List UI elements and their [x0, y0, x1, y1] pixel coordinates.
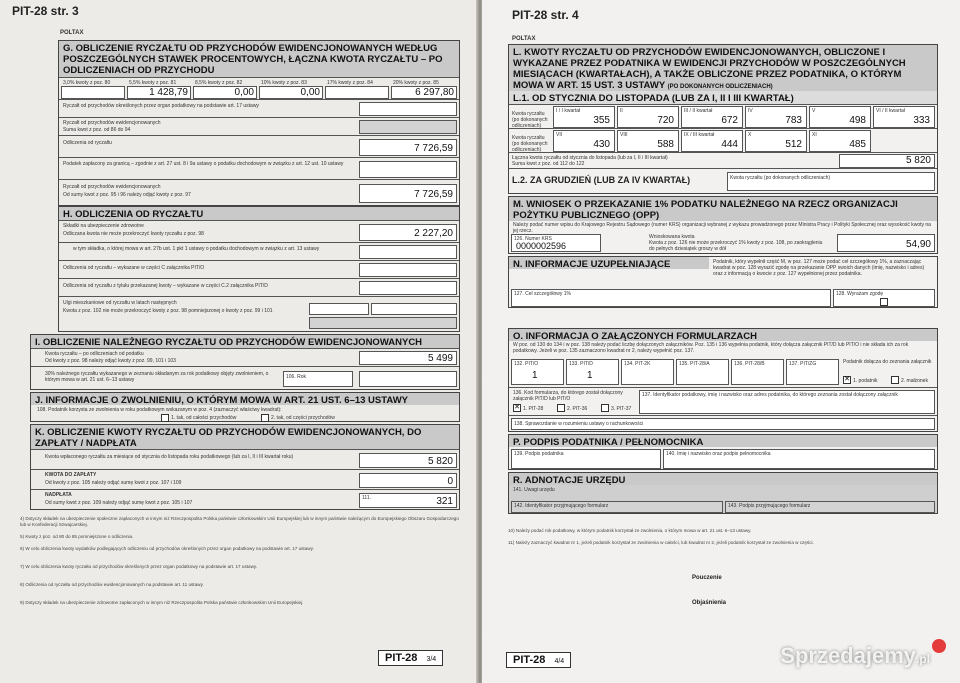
o-opt1-checkbox[interactable]: ✕	[844, 376, 850, 383]
m-krs-label: 126. Numer KRS	[514, 236, 552, 242]
l2-input[interactable]	[727, 172, 935, 191]
g-row-2-input[interactable]	[359, 120, 457, 134]
i-row-2	[31, 366, 459, 389]
j-option-2-checkbox[interactable]	[261, 414, 269, 422]
attachment-label: 137. PIT/ZG	[789, 361, 817, 367]
k-row-1-value: 5 820	[427, 456, 453, 467]
m-amount-label: Wnioskowana kwota	[649, 234, 695, 240]
h-row-3-label: Odliczenia od ryczałtu – wykazane w części C załącznika PIT/O	[63, 265, 205, 271]
left-poltax: POLTAX	[60, 30, 84, 36]
h-row-1-value: 2 227,20	[414, 228, 453, 239]
g-row-3-input[interactable]	[359, 139, 457, 156]
o-opt-label: Podatnik dołącza do zeznania załącznik	[843, 359, 932, 365]
right-page-header: PIT-28 str. 4	[512, 8, 579, 22]
o-q138-label: 138. Sprawozdanie w rozumieniu ustawy o rachunkowości	[514, 421, 644, 427]
left-footnote: 8) Odliczenia od ryczałtu od przychodów ewidencjonowanych na podstawie art. 11 ustawy.	[20, 582, 204, 587]
o-row-138	[509, 415, 937, 431]
g-row-1-label: Ryczałt od przychodów określonych przez organ podatkowy na podstawie art. 17 ustawy	[63, 103, 259, 109]
right-footer-page: 4/4	[554, 658, 565, 665]
k-row-2-sub: Od kwoty z poz. 105 należy odjąć sumę kwot z poz. 107 i 109	[45, 480, 182, 486]
pouczenie-title: Pouczenie	[692, 575, 722, 581]
month-amount-cell[interactable]	[553, 106, 615, 128]
rate-label: 3,0% kwoty z poz. 80	[63, 80, 111, 86]
section-p-title: P. PODPIS PODATNIKA / PEŁNOMOCNIKA	[509, 435, 937, 447]
section-h-title: H. ODLICZENIA OD RYCZAŁTU	[59, 207, 459, 220]
i-row-1-sub: Od kwoty z poz. 98 należy odjąć kwoty z poz. 99, 101 i 103	[45, 358, 176, 364]
section-r	[508, 472, 938, 514]
section-g	[58, 40, 460, 206]
month-amount-value: 355	[593, 115, 610, 126]
g-row-5-label: Ryczałt od przychodów ewidencjonowanych	[63, 184, 161, 190]
o-q137-label: 137. Identyfikator podatkowy, imię i nazwisko oraz adres podatnika, do którego zeznania został dołączony załącznik	[642, 392, 898, 398]
month-amount-cell[interactable]	[809, 106, 871, 128]
attachment-label: 133. PIT/D	[569, 361, 593, 367]
section-l-title-suffix: (PO DOKONANYCH ODLICZENIACH)	[667, 84, 773, 90]
o-opt1-label: 1. podatnik	[853, 378, 878, 384]
month-amount-value: 498	[849, 115, 866, 126]
g-row-3	[59, 135, 459, 157]
left-footnote: 4) Dotyczy składek na ubezpieczenie społeczne zapłaconych w innym niż Rzeczpospolita Polska państwie członkowskim Unii Europejskiej lub w innym państwie należącym do Europejskiego Obszaru Gospodarczego lub w Konfederacji Szwajcarskiej.	[20, 516, 459, 527]
j-row-1-label: 108. Podatnik korzysta ze zwolnienia w roku podatkowym wskazanym w poz. 4 (zaznaczyć właściwy kwadrat):	[37, 407, 282, 413]
o-opt2-label: 2. małżonek	[901, 378, 928, 384]
o-q137-input[interactable]	[639, 390, 935, 414]
h-row-5-label: Ulgi mieszkaniowe od ryczałtu w latach następnych	[63, 300, 177, 306]
section-l-title	[509, 45, 937, 91]
section-l-title-text: L. KWOTY RYCZAŁTU OD PRZYCHODÓW EWIDENCJONOWANYCH, OBLICZONE I WYKAZANE PRZEZ PODATNIKA W EWIDENCJI PRZYCHODÓW W POSZCZEGÓLNYCH MIESIĄCACH (KWARTAŁACH), A TAKŻE OBLICZONE PRZEZ PODATNIKA, O KTÓRYM MOWA W ART. 15 UST. 3 USTAWY	[513, 47, 906, 91]
o-row-136	[509, 387, 937, 415]
r-sign-input[interactable]	[725, 501, 935, 513]
k-row-2-input[interactable]	[359, 473, 457, 488]
month-amount-value: 512	[785, 139, 802, 150]
month-amount-cell[interactable]	[617, 130, 679, 152]
left-footnote: 9) Dotyczy składek na ubezpieczenie zdrowotne zapłaconych w innym niż Rzeczpospolita Polska państwie członkowskim Unii Europejskiej.	[20, 600, 304, 605]
m-krs-input[interactable]	[511, 234, 601, 252]
month-amount-value: 588	[657, 139, 674, 150]
k-row-3-sub: Od sumy kwot z poz. 109 należy odjąć sumę kwot z poz. 105 i 107	[45, 500, 193, 506]
attachment-count-cell[interactable]	[786, 359, 839, 385]
month-label: II	[620, 108, 623, 114]
month-label: VIII	[620, 132, 628, 138]
month-amount-value: 783	[785, 115, 802, 126]
attachment-count-cell[interactable]	[621, 359, 674, 385]
month-label: IX / III kwartał	[684, 132, 715, 138]
right-footnote: 11) Należy zaznaczyć kwadrat nr 1, jeżeli podatnik korzystał ze zwolnienia w całości, lub kwadrat nr 2, jeżeli podatnik korzystał ze zwolnienia w części.	[508, 540, 814, 545]
l-sum-label: Łączna kwota ryczałtu od stycznia do listopada (lub za I, II i III kwartał)	[512, 155, 668, 161]
k-row-2-value: 0	[447, 476, 453, 487]
objasnienia-title: Objaśnienia	[692, 600, 727, 606]
k-row-3-pos: 111.	[362, 495, 371, 501]
h-row-1-sub: Odliczana kwota nie może przekroczyć kwoty ryczałtu z poz. 98	[63, 231, 204, 237]
n-zgoda-checkbox[interactable]	[880, 298, 888, 306]
left-footer-label: PIT-28	[385, 652, 418, 664]
rate-cell[interactable]	[61, 86, 125, 99]
i-row-1	[31, 348, 459, 366]
g-total-value: 7 726,59	[414, 189, 453, 200]
section-r-title: R. ADNOTACJE URZĘDU	[509, 473, 937, 485]
m-description: Należy podać numer wpisu do Krajowego Rejestru Sądowego (numer KRS) organizacji wybranej z wykazu prowadzonego przez Ministra Pracy i Polityki Społecznej oraz wysokość kwoty na jej rzecz.	[513, 222, 931, 234]
o-q136-opt3-checkbox[interactable]	[601, 404, 609, 412]
k-row-3-input[interactable]	[359, 493, 457, 508]
l-sum-value: 5 820	[905, 155, 931, 166]
r-sign-label: 143. Podpis przyjmującego formularz	[728, 503, 811, 509]
g-total-input[interactable]	[359, 184, 457, 203]
n-cel-label: 127. Cel szczegółowy 1%	[514, 291, 571, 297]
month-label: VII	[556, 132, 563, 138]
left-footnote: 6) W celu obliczenia kwoty wydatków podlegających odliczeniu od przychodów określonych przez organ podatkowy na podstawie art. 17 ustawy.	[20, 546, 314, 551]
section-l	[508, 44, 938, 194]
j-option-1-checkbox[interactable]	[161, 414, 169, 422]
rate-label: 10% kwoty z poz. 83	[261, 80, 307, 86]
o-q136-opt1-label: 1. PIT-28	[523, 406, 544, 412]
o-q136-opt2-label: 2. PIT-36	[567, 406, 588, 412]
section-j-title: J. INFORMACJE O ZWOLNIENIU, O KTÓRYM MOWA W ART. 21 UST. 6–13 USTAWY	[31, 393, 459, 405]
p-signature-input[interactable]	[511, 449, 661, 469]
month-amount-cell[interactable]	[745, 106, 807, 128]
section-m	[508, 196, 938, 254]
right-footnote: 10) Należy podać rok podatkowy, w którym podatnik korzystał ze zwolnienia, o którym mowa w art. 21 ust. 6–13 ustawy.	[508, 528, 752, 533]
attachment-count-cell[interactable]	[731, 359, 784, 385]
rate-label: 20% kwoty z poz. 85	[393, 80, 439, 86]
p-signature-label: 139. Podpis podatnika	[514, 451, 564, 457]
m-amount-sub: Kwota z poz. 126 nie może przekroczyć 1% kwoty z poz. 108, po zaokrągleniu do pełnych dziesiątek groszy w dół	[649, 240, 823, 252]
l-months-row-2	[509, 128, 937, 152]
i-row-2-year[interactable]	[283, 371, 353, 387]
rate-cell[interactable]	[193, 86, 257, 99]
attachment-count: 1	[532, 370, 538, 381]
section-k-title: K. OBLICZENIE KWOTY RYCZAŁTU OD PRZYCHODÓW EWIDENCJONOWANYCH, DO ZAPŁATY / NADPŁATA	[31, 425, 459, 449]
left-page-header: PIT-28 str. 3	[12, 4, 79, 18]
m-krs-value: 0000002596	[516, 241, 567, 251]
month-amount-cell[interactable]	[809, 130, 871, 152]
rate-cell[interactable]	[325, 86, 389, 99]
month-label: XI	[812, 132, 817, 138]
o-q138-input[interactable]	[511, 418, 935, 430]
m-amount-input[interactable]	[837, 234, 935, 252]
o-q136-opt2-checkbox[interactable]	[557, 404, 565, 412]
g-row-4	[59, 157, 459, 179]
h-row-1-input[interactable]	[359, 224, 457, 241]
left-footer-form	[378, 650, 443, 666]
attachment-label: 135. PIT-28/A	[679, 361, 710, 367]
r-id-label: 142. Identyfikator przyjmującego formularz	[514, 503, 609, 509]
rate-cell[interactable]	[391, 86, 457, 99]
section-j	[30, 392, 460, 422]
month-label: III / II kwartał	[684, 108, 713, 114]
h-row-1-label: Składki na ubezpieczenie zdrowotne	[63, 223, 144, 229]
month-amount-value: 444	[721, 139, 738, 150]
l-row-2-label: Kwota ryczałtu (po dokonanych odliczeniach)	[512, 135, 548, 153]
left-page	[0, 0, 478, 683]
right-poltax: POLTAX	[512, 36, 536, 42]
section-n-title: N. INFORMACJE UZUPEŁNIAJĄCE	[509, 257, 709, 269]
g-row-4-label: Podatek zapłacony za granicą – zgodnie z art. 27 ust. 8 i 9a ustawy o podatku dochodowym w związku z art. 12 ust. 10 ustawy	[63, 161, 344, 167]
n-cel-input[interactable]	[511, 289, 831, 307]
rate-label: 5,5% kwoty z poz. 81	[129, 80, 177, 86]
month-amount-value: 333	[913, 115, 930, 126]
l-sum-row	[509, 152, 937, 168]
rate-label: 17% kwoty z poz. 84	[327, 80, 373, 86]
h-row-4	[59, 278, 459, 296]
month-label: V	[812, 108, 816, 114]
attachment-label: 134. PIT-2K	[624, 361, 651, 367]
rate-row	[59, 77, 459, 99]
g-row-1-input[interactable]	[359, 102, 457, 116]
g-row-2	[59, 117, 459, 135]
n-zgoda-label: 128. Wyrażam zgodę	[836, 291, 884, 297]
o-q136-opt1-checkbox[interactable]: ✕	[514, 404, 520, 411]
l-months-row-1	[509, 104, 937, 128]
section-k	[30, 424, 460, 510]
right-footer-label: PIT-28	[513, 654, 546, 666]
rate-value: 0,00	[234, 87, 254, 98]
g-row-1	[59, 99, 459, 117]
k-row-1-input[interactable]	[359, 453, 457, 468]
rate-value: 6 297,80	[415, 87, 454, 98]
k-row-3	[31, 489, 459, 509]
h-row-2-input[interactable]	[359, 245, 457, 259]
j-option-1-label: 1. tak, od całości przychodów	[171, 415, 237, 421]
i-row-1-value: 5 499	[427, 353, 453, 364]
h-row-4-label: Odliczenia od ryczałtu z tytułu przekazanej kwoty – wykazane w części C.2 załącznika PIT/D	[63, 283, 268, 289]
section-h	[58, 206, 460, 332]
g-row-2-label: Ryczałt od przychodów ewidencjonowanych	[63, 120, 161, 126]
rate-value: 0,00	[300, 87, 320, 98]
h-row-5-input-a[interactable]	[309, 303, 369, 315]
month-amount-value: 720	[657, 115, 674, 126]
l-sum-input[interactable]	[839, 154, 935, 168]
section-i	[30, 334, 460, 390]
i-row-2-label: 30% należnego ryczałtu wykazanego w zeznaniu składanym za rok podatkowy objęty zwolnieniem, o którym mowa w art. 21 ust. 6–13 ustawy	[45, 371, 269, 383]
rate-label: 8,5% kwoty z poz. 82	[195, 80, 243, 86]
g-row-3-label: Odliczenia od ryczałtu	[63, 140, 112, 146]
l2-row	[509, 168, 937, 193]
right-page	[482, 0, 960, 683]
left-footnote: 5) Kwoty z poz. od 80 do 85 pomniejszone o odliczenia.	[20, 534, 134, 539]
rate-cell[interactable]	[127, 86, 191, 99]
section-l2-title: L.2. ZA GRUDZIEŃ (LUB ZA IV KWARTAŁ)	[512, 175, 691, 185]
attachment-label: 132. PIT/O	[514, 361, 539, 367]
i-row-2-input[interactable]	[359, 371, 457, 387]
month-label: X	[748, 132, 752, 138]
attachment-count: 1	[587, 370, 593, 381]
attachment-label: 136. PIT-28/B	[734, 361, 765, 367]
month-amount-value: 430	[593, 139, 610, 150]
k-row-2	[31, 469, 459, 489]
g-row-2-sub: Suma kwot z poz. od 86 do 94	[63, 127, 131, 133]
o-description: W poz. od 130 do 134 i w poz. 138 należy podać liczbę dołączonych załączników. Poz. 135 i 136 wypełnia podatnik, który dołącza załącznik PIT/D lub PIT/O i nie składa ich za rok podatkowy. Jeżeli w poz. 135 zaznaczono kwadrat nr 2, należy wypełnić poz. 137.	[513, 342, 909, 354]
section-n	[508, 256, 938, 308]
attachment-count-cell[interactable]	[511, 359, 564, 385]
h-row-3-input[interactable]	[359, 263, 457, 277]
h-row-5	[59, 296, 459, 331]
month-amount-cell[interactable]	[681, 106, 743, 128]
watermark-logo	[780, 643, 946, 669]
section-l1-title: L.1. OD STYCZNIA DO LISTOPADA (LUB ZA I, II I III KWARTAŁ)	[509, 91, 937, 104]
o-opt2-checkbox[interactable]	[891, 376, 899, 384]
month-amount-cell[interactable]	[745, 130, 807, 152]
i-row-2-year-label: 106. Rok	[286, 374, 307, 380]
k-row-3-label: NADPŁATA	[45, 492, 72, 498]
right-footer-form	[506, 652, 571, 668]
watermark-text: Sprzedajemy	[780, 643, 916, 668]
month-amount-value: 485	[849, 139, 866, 150]
left-footer-page: 3/4	[426, 656, 437, 663]
g-row-3-value: 7 726,59	[414, 143, 453, 154]
month-amount-value: 672	[721, 115, 738, 126]
section-o-title: O. INFORMACJA O ZAŁĄCZONYCH FORMULARZACH	[509, 329, 937, 341]
month-amount-cell[interactable]	[681, 130, 743, 152]
left-footnote: 7) W celu obliczenia kwoty ryczałtu od przychodów określonych przez organ podatkowy na podstawie art. 17 ustawy.	[20, 564, 258, 569]
i-row-1-input[interactable]	[359, 351, 457, 365]
month-label: I / I kwartał	[556, 108, 581, 114]
i-row-1-label: Kwota ryczałtu – po odliczeniach od podatku	[45, 351, 144, 357]
section-o	[508, 328, 938, 432]
watermark-badge-icon	[932, 639, 946, 653]
h-row-3	[59, 260, 459, 278]
l-row-1-label: Kwota ryczałtu (po dokonanych odliczeniach)	[512, 111, 548, 129]
month-label: VI / II kwartał	[876, 108, 905, 114]
h-row-5-sub: Kwota z poz. 102 nie może przekroczyć kwoty z poz. 98 pomniejszonej o kwoty z poz. 99 i 101	[63, 308, 273, 314]
p-proxy-label: 140. Imię i nazwisko oraz podpis pełnomocnika	[666, 451, 771, 457]
section-i-title: I. OBLICZENIE NALEŻNEGO RYCZAŁTU OD PRZYCHODÓW EWIDENCJONOWANYCH	[31, 335, 459, 348]
l2-input-label: Kwota ryczałtu (po dokonanych odliczeniach)	[730, 175, 831, 181]
month-amount-cell[interactable]	[873, 106, 935, 128]
rate-cell[interactable]	[259, 86, 323, 99]
j-option-2-label: 2. tak, od części przychodów	[271, 415, 335, 421]
month-amount-cell[interactable]	[617, 106, 679, 128]
h-row-5-input-c[interactable]	[309, 317, 457, 329]
h-row-2-label: w tym składka, o której mowa w art. 27b ust. 1 pkt 1 ustawy o podatku dochodowym w związku z art. 13 ustawy	[73, 246, 320, 252]
k-row-1	[31, 449, 459, 469]
o-q136-label: 136. Kod formularza, do którego został dołączony załącznik PIT/D lub PIT/O	[513, 390, 623, 402]
k-row-3-value: 321	[436, 496, 453, 507]
n-zgoda-field	[833, 289, 935, 307]
r-id-input[interactable]	[511, 501, 723, 513]
section-m-title: M. WNIOSEK O PRZEKAZANIE 1% PODATKU NALEŻNEGO NA RZECZ ORGANIZACJI POŻYTKU PUBLICZNEGO (OPP)	[509, 197, 937, 221]
l-sum-sub: Suma kwot z poz. od 112 do 122	[512, 161, 585, 167]
p-proxy-input[interactable]	[663, 449, 935, 469]
watermark-suffix: .pl	[916, 652, 930, 666]
m-amount-value: 54,90	[905, 239, 931, 250]
h-row-1	[59, 220, 459, 242]
section-p	[508, 434, 938, 470]
h-row-5-input-b[interactable]	[371, 303, 457, 315]
rate-value: 1 428,79	[149, 87, 188, 98]
g-row-5-sub: Od sumy kwot z poz. 95 i 96 należy odjąć kwoty z poz. 97	[63, 192, 191, 198]
g-row-4-input[interactable]	[359, 161, 457, 178]
k-row-2-label: KWOTA DO ZAPŁATY	[45, 472, 97, 478]
h-row-2	[59, 242, 459, 260]
k-row-1-label: Kwota wpłaconego ryczałtu za miesiące od stycznia do listopada roku podatkowego (lub za I, II i III kwartał roku)	[45, 454, 294, 460]
r-remarks-label: 141. Uwagi urzędu	[513, 487, 555, 493]
section-g-title: G. OBLICZENIE RYCZAŁTU OD PRZYCHODÓW EWIDENCJONOWANYCH WEDŁUG POSZCZEGÓLNYCH STAWEK PROCENTOWYCH, ŁĄCZNA KWOTA RYCZAŁTU – PO ODLICZENIACH OD PRZYCHODU	[59, 41, 459, 77]
month-label: IV	[748, 108, 753, 114]
h-row-4-input[interactable]	[359, 281, 457, 295]
o-q136-opt3-label: 3. PIT-37	[611, 406, 632, 412]
month-amount-cell[interactable]	[553, 130, 615, 152]
attachment-count-cell[interactable]	[676, 359, 729, 385]
g-row-5	[59, 179, 459, 205]
n-description: Podatnik, który wypełnił część M, w poz. 127 może podać cel szczegółowy 1%, a zaznaczając kwadrat w poz. 128 wyrazić zgodę na przekazanie OPP swoich danych (imię, nazwisko i adres) oraz z informacją o kwocie z poz. 127 wypełnionej przez podatnika.	[713, 259, 925, 277]
attachment-count-cell[interactable]	[566, 359, 619, 385]
